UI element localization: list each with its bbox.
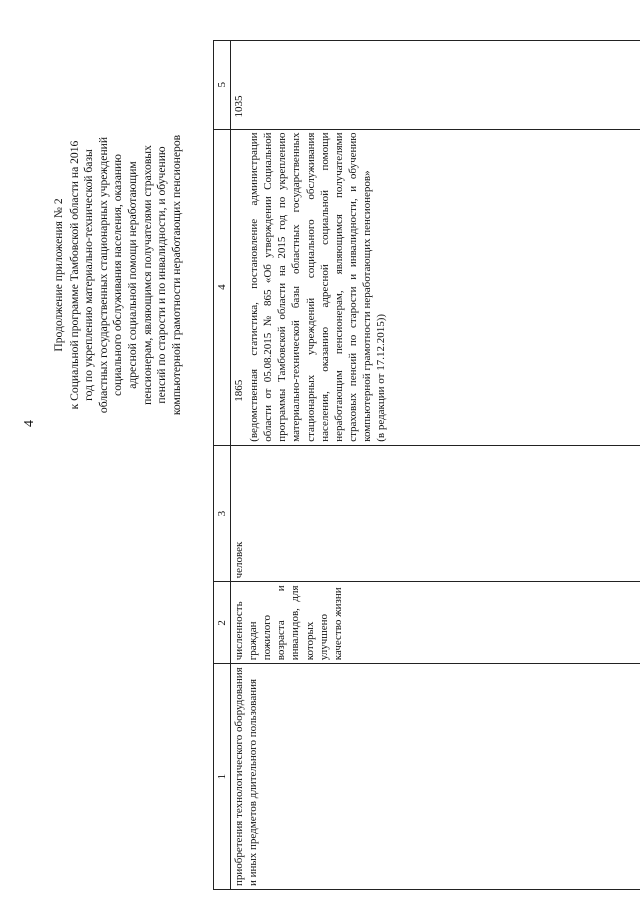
target-value: 1035 [233, 95, 246, 118]
cell-indicator: численность граждан пожилого возраста и инвалидов, для которых улучшено качество жизни [231, 582, 640, 664]
heading-line: областных государственных стационарных учреждений [96, 136, 110, 414]
heading-line: к Социальной программе Тамбовской области на 2016 [67, 140, 81, 410]
column-header-3: 3 [214, 445, 231, 582]
indicators-table [213, 40, 640, 890]
column-header-1: 1 [214, 664, 231, 890]
cell-target [231, 41, 640, 130]
column-header-4: 4 [214, 129, 231, 445]
appendix-title: Продолжение приложения № 2 [52, 198, 65, 352]
cell-purpose: приобретения технологического оборудования и иных предметов длительного пользования [231, 664, 640, 890]
column-header-2: 2 [214, 582, 231, 664]
heading-line: пенсионерам, являющимся получателями страховых [140, 145, 154, 405]
base-value: 1865 [233, 379, 246, 402]
heading-line: социального обслуживания населения, оказанию [111, 154, 125, 396]
heading-line: год по укреплению материально-технической базы [82, 149, 96, 401]
heading-line: компьютерной грамотности неработающих пенсионеров [169, 134, 183, 416]
heading-line: адресной социальной помощи неработающим [125, 161, 139, 389]
column-header-5: 5 [214, 41, 231, 130]
cell-unit: человек [231, 445, 640, 582]
table-row [231, 41, 640, 890]
heading-line: пенсий по старости и по инвалидности, и обучению [155, 146, 169, 404]
table-header-row [214, 41, 231, 890]
page-number: 4 [22, 420, 37, 427]
basis-text: (ведомственная статистика, постановление администрации области от 05.08.2015 № 865 «Об утверждении Социальной программы Тамбовской области на 2015 год по укреплению материально-технической базы областных государственных стационарных учреждений социального обслуживания населения, оказанию адресной социальной помощи неработающим пенсионерам, являющимся получателями страховых пенсий по старости и инвалидности, и обучению компьютерной грамотности неработающих пенсионеров» [248, 132, 373, 442]
cell-basis [231, 129, 640, 445]
edition-note: (в редакции от 17.12.2015)) [375, 313, 388, 442]
appendix-heading [52, 65, 184, 485]
